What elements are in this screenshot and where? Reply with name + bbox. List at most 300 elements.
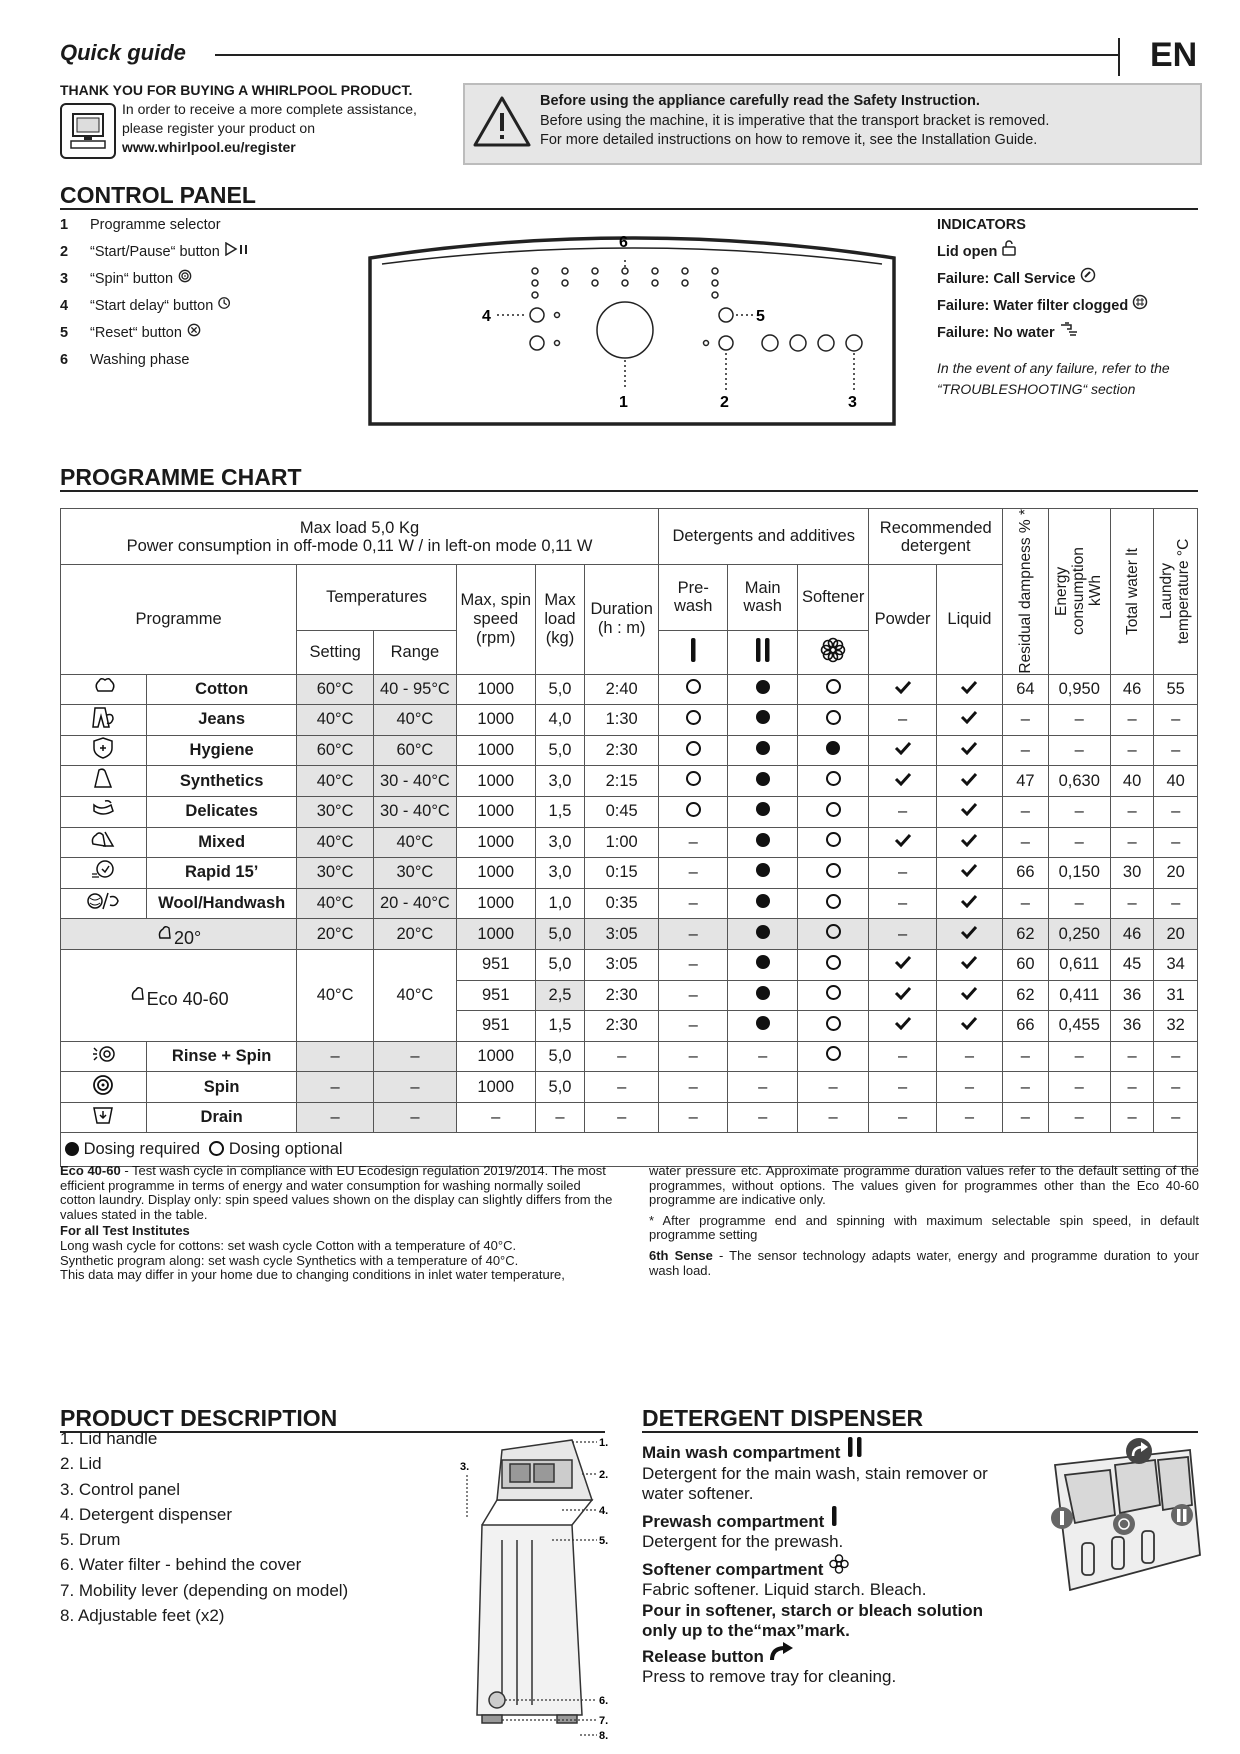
table-cell: 47 — [1003, 766, 1049, 797]
table-cell: 2:30 — [585, 1011, 659, 1042]
dosing-optional-icon — [826, 894, 841, 909]
table-cell — [936, 766, 1002, 797]
jeans-icon — [91, 705, 117, 729]
table-cell — [797, 858, 869, 889]
warning-icon — [472, 95, 532, 154]
table-cell: 0,411 — [1048, 980, 1110, 1011]
notes-left: Eco 40-60 - Test wash cycle in compliance with EU Ecodesign regulation 2019/2014. The most efficient programme in terms of energy and water consumption for washing normally soiled cotton laundry. Display only: spin speed values shown on the display can slightly differs from the values stated in the table. For all Test Institutes Long wash cycle for cottons: set wash cycle Cotton with a temperature of 40°C. Synthetic program along: set wash cycle Synthetics with a temperature of 40°C. This data may differ in your home due to changing conditions in inlet water temperature, — [60, 1163, 613, 1283]
table-cell: – — [1048, 1102, 1110, 1133]
table-cell — [659, 766, 728, 797]
dosing-optional-icon — [686, 802, 701, 817]
table-cell: – — [1110, 1072, 1154, 1103]
product-description-list — [60, 1426, 348, 1628]
table-cell — [797, 888, 869, 919]
table-cell: – — [728, 1102, 797, 1133]
legend-row — [61, 1133, 1198, 1167]
callout-8: 8. — [599, 1730, 609, 1742]
table-cell: – — [1110, 1102, 1154, 1133]
table-cell: – — [1003, 827, 1049, 858]
water-header: Total water lt — [1110, 509, 1154, 675]
programme-chart-heading: PROGRAMME CHART — [60, 464, 302, 490]
table-cell: – — [869, 1102, 936, 1133]
page-title: Quick guide — [60, 40, 186, 65]
dosing-optional-icon — [826, 924, 841, 939]
table-cell: – — [797, 1072, 869, 1103]
table-cell: 40°C — [373, 705, 456, 736]
table-cell: 62 — [1003, 919, 1049, 950]
product-description-heading: PRODUCT DESCRIPTION — [60, 1405, 338, 1431]
table-cell: 5,0 — [535, 674, 585, 705]
table-cell: 0,950 — [1048, 674, 1110, 705]
table-cell: 30 - 40°C — [373, 796, 456, 827]
programme-icon-cell — [61, 796, 147, 827]
table-cell — [869, 674, 936, 705]
table-cell — [797, 705, 869, 736]
table-cell: 40°C — [297, 949, 374, 1041]
programme-icon-cell — [61, 735, 147, 766]
table-cell — [936, 705, 1002, 736]
table-cell: – — [659, 888, 728, 919]
table-cell — [659, 796, 728, 827]
table-cell: 3,0 — [535, 766, 585, 797]
table-cell: – — [1003, 735, 1049, 766]
programme-name: Rapid 15’ — [147, 858, 297, 889]
check-icon — [894, 833, 912, 847]
table-cell: – — [659, 827, 728, 858]
reset-icon — [186, 323, 202, 337]
table-cell — [728, 796, 797, 827]
table-cell: 5,0 — [535, 919, 585, 950]
callout-3: 3. — [460, 1461, 470, 1473]
dosing-optional-icon — [686, 710, 701, 725]
table-cell: 1,5 — [535, 1011, 585, 1042]
programme-icon-cell — [61, 1041, 147, 1072]
table-cell — [797, 766, 869, 797]
callout-7: 7. — [599, 1715, 609, 1727]
table-cell — [728, 705, 797, 736]
table-cell — [659, 674, 728, 705]
table-cell: 36 — [1110, 980, 1154, 1011]
table-cell: 0,611 — [1048, 949, 1110, 980]
setting-header: Setting — [297, 630, 374, 674]
dosing-required-icon — [756, 986, 770, 1000]
table-cell: 31 — [1154, 980, 1198, 1011]
programme-icon-cell — [61, 705, 147, 736]
table-cell: – — [1003, 1072, 1049, 1103]
table-cell — [797, 980, 869, 1011]
register-link[interactable]: www.whirlpool.eu/register — [122, 139, 296, 155]
table-cell: – — [1154, 888, 1198, 919]
table-row — [61, 919, 1198, 950]
check-icon — [960, 772, 978, 786]
no-water-icon — [1059, 321, 1079, 337]
lid-open-icon — [1001, 240, 1017, 256]
start-pause-icon — [224, 242, 250, 256]
table-cell: 46 — [1110, 674, 1154, 705]
list-item: 6 Washing phase — [60, 352, 190, 368]
table-cell: – — [535, 1102, 585, 1133]
header-divider — [1118, 38, 1120, 76]
legend-required: Dosing required — [83, 1140, 201, 1159]
programme-icon-cell — [61, 827, 147, 858]
check-icon — [894, 772, 912, 786]
dosing-required-icon — [826, 741, 840, 755]
table-row — [61, 1041, 1198, 1072]
check-icon — [960, 741, 978, 755]
table-cell: – — [728, 1072, 797, 1103]
check-icon — [960, 802, 978, 816]
table-cell: – — [936, 1072, 1002, 1103]
table-cell: 30 - 40°C — [373, 766, 456, 797]
dosing-optional-icon — [826, 771, 841, 786]
programme-name: Cotton — [147, 674, 297, 705]
table-cell: 20 — [1154, 919, 1198, 950]
cotton-icon — [91, 675, 117, 699]
table-cell: 0,455 — [1048, 1011, 1110, 1042]
dosing-optional-icon — [686, 741, 701, 756]
table-cell: 0,630 — [1048, 766, 1110, 797]
table-cell — [936, 735, 1002, 766]
list-item: 5 “Reset“ button — [60, 320, 250, 347]
table-cell: 40°C — [297, 888, 374, 919]
table-row — [61, 766, 1198, 797]
table-cell: 1:00 — [585, 827, 659, 858]
table-cell: – — [797, 1102, 869, 1133]
check-icon — [894, 955, 912, 969]
table-cell: 1000 — [456, 796, 535, 827]
mixed-icon — [91, 828, 117, 852]
low-temp-icon — [156, 920, 174, 944]
table-cell: 66 — [1003, 858, 1049, 889]
thanks-title: THANK YOU FOR BUYING A WHIRLPOOL PRODUCT. — [60, 82, 413, 98]
callout-6: 6. — [599, 1695, 609, 1707]
table-row — [61, 1102, 1198, 1133]
drain-icon — [91, 1103, 117, 1127]
mainwash-header: Main wash — [728, 565, 797, 631]
table-cell: 60 — [1003, 949, 1049, 980]
table-cell: 45 — [1110, 949, 1154, 980]
programme-name: 20° — [61, 919, 297, 950]
table-cell — [797, 735, 869, 766]
eco-icon — [129, 981, 147, 1005]
table-cell — [936, 674, 1002, 705]
table-cell: – — [1048, 1072, 1110, 1103]
mainwash-symbol — [728, 630, 797, 674]
table-cell: 30 — [1110, 858, 1154, 889]
table-cell: – — [1048, 1041, 1110, 1072]
table-cell — [797, 1041, 869, 1072]
table-cell: – — [1048, 827, 1110, 858]
table-cell: 60°C — [297, 674, 374, 705]
table-cell — [797, 919, 869, 950]
dosing-required-icon — [756, 925, 770, 939]
table-cell — [797, 674, 869, 705]
indicator-item: Failure: Call Service — [937, 266, 1148, 293]
dosing-required-icon — [756, 741, 770, 755]
table-cell: 64 — [1003, 674, 1049, 705]
list-item: 7. Mobility lever (depending on model) — [60, 1580, 349, 1600]
callout-4: 4. — [599, 1505, 609, 1517]
table-cell — [728, 827, 797, 858]
table-cell — [936, 1011, 1002, 1042]
table-cell: – — [1048, 735, 1110, 766]
table-cell: 3:05 — [585, 919, 659, 950]
table-cell: – — [936, 1102, 1002, 1133]
energy-header: Energy consumption kWh — [1048, 509, 1110, 675]
table-cell: – — [297, 1102, 374, 1133]
table-cell: – — [585, 1041, 659, 1072]
table-row — [61, 705, 1198, 736]
laundry-temp-header: Laundry temperature °C — [1154, 509, 1198, 675]
check-icon — [960, 1016, 978, 1030]
check-icon — [960, 833, 978, 847]
table-cell: 3,0 — [535, 827, 585, 858]
dosing-optional-icon — [826, 863, 841, 878]
table-cell: 3,0 — [535, 858, 585, 889]
table-row — [61, 949, 1198, 980]
table-cell: – — [659, 1102, 728, 1133]
table-cell — [728, 735, 797, 766]
table-cell — [728, 1011, 797, 1042]
table-cell: 62 — [1003, 980, 1049, 1011]
table-cell: – — [659, 980, 728, 1011]
header-rule — [215, 54, 1120, 56]
table-cell: 1000 — [456, 1041, 535, 1072]
table-cell — [728, 919, 797, 950]
table-cell: – — [1003, 796, 1049, 827]
table-cell: 40 — [1154, 766, 1198, 797]
programme-name: Drain — [147, 1102, 297, 1133]
table-cell: – — [659, 949, 728, 980]
table-cell: – — [373, 1041, 456, 1072]
table-cell — [869, 827, 936, 858]
table-cell: – — [1003, 1041, 1049, 1072]
list-item: 2 “Start/Pause“ button — [60, 239, 250, 266]
check-icon — [960, 894, 978, 908]
programme-icon-cell — [61, 674, 147, 705]
dosing-optional-icon — [826, 802, 841, 817]
table-cell: 1,5 — [535, 796, 585, 827]
delicates-icon — [91, 797, 117, 821]
list-item: 2. Lid — [60, 1454, 102, 1474]
list-item: 8. Adjustable feet (x2) — [60, 1606, 225, 1626]
table-cell — [869, 766, 936, 797]
list-item: 4. Detergent dispenser — [60, 1504, 232, 1524]
table-cell: 1,0 — [535, 888, 585, 919]
table-cell: 1:30 — [585, 705, 659, 736]
programme-name: Synthetics — [147, 766, 297, 797]
table-cell: – — [1048, 705, 1110, 736]
table-cell: 2:30 — [585, 980, 659, 1011]
table-cell: – — [936, 1041, 1002, 1072]
table-cell: 0:45 — [585, 796, 659, 827]
table-cell: – — [869, 796, 936, 827]
spin-icon — [91, 1073, 117, 1097]
table-cell: 20°C — [373, 919, 456, 950]
powder-header: Powder — [869, 565, 936, 675]
dosing-required-icon — [756, 772, 770, 786]
table-cell: – — [1048, 796, 1110, 827]
table-cell — [728, 674, 797, 705]
dosing-optional-icon — [826, 1016, 841, 1031]
table-cell: 1000 — [456, 888, 535, 919]
programme-name: Eco 40-60 — [61, 949, 297, 1041]
table-cell: – — [297, 1072, 374, 1103]
dispenser-illustration — [1040, 1425, 1205, 1605]
table-cell: 2:30 — [585, 735, 659, 766]
programme-header: Programme — [61, 565, 297, 675]
table-cell: – — [1110, 1041, 1154, 1072]
table-cell: 46 — [1110, 919, 1154, 950]
diagram-label-5: 5 — [756, 308, 765, 325]
indicator-item: Failure: No water — [937, 320, 1148, 347]
list-item: 3 “Spin“ button — [60, 266, 250, 293]
programme-name: Mixed — [147, 827, 297, 858]
softener-symbol — [797, 630, 869, 674]
table-cell: – — [869, 919, 936, 950]
table-cell — [797, 1011, 869, 1042]
table-row — [61, 674, 1198, 705]
table-cell: 951 — [456, 949, 535, 980]
table-cell — [869, 735, 936, 766]
table-cell: – — [585, 1102, 659, 1133]
dosing-required-icon — [756, 710, 770, 724]
dosing-optional-icon — [826, 679, 841, 694]
programme-name: Hygiene — [147, 735, 297, 766]
table-cell: – — [869, 888, 936, 919]
indicators-list — [937, 212, 1148, 347]
table-cell — [797, 827, 869, 858]
table-cell: 20°C — [297, 919, 374, 950]
table-cell: – — [1048, 888, 1110, 919]
spin-icon — [177, 269, 193, 283]
table-cell — [936, 858, 1002, 889]
table-cell: – — [659, 1072, 728, 1103]
table-row — [61, 796, 1198, 827]
liquid-header: Liquid — [936, 565, 1002, 675]
spin-header: Max, spin speed (rpm) — [456, 565, 535, 675]
table-cell — [797, 949, 869, 980]
table-cell — [728, 980, 797, 1011]
delay-icon — [217, 296, 233, 310]
table-cell: 0:35 — [585, 888, 659, 919]
table-cell: – — [1110, 827, 1154, 858]
table-cell — [728, 888, 797, 919]
residual-header: Residual dampness % * — [1003, 509, 1049, 675]
softener-icon — [828, 1553, 850, 1575]
control-panel-list — [60, 212, 250, 374]
table-cell — [936, 827, 1002, 858]
washing-machine-illustration — [452, 1430, 622, 1750]
programme-name: Jeans — [147, 705, 297, 736]
table-cell: 40 — [1110, 766, 1154, 797]
callout-1: 1. — [599, 1437, 609, 1449]
table-cell: 32 — [1154, 1011, 1198, 1042]
table-cell: – — [1154, 1072, 1198, 1103]
table-cell: 4,0 — [535, 705, 585, 736]
table-cell — [936, 919, 1002, 950]
table-cell: – — [1154, 1041, 1198, 1072]
dosing-required-icon — [756, 894, 770, 908]
table-cell: 1000 — [456, 827, 535, 858]
table-row — [61, 888, 1198, 919]
list-item: 1. Lid handle — [60, 1429, 158, 1448]
legend-optional: Dosing optional — [228, 1140, 343, 1159]
table-cell: 2,5 — [535, 980, 585, 1011]
table-cell: 34 — [1154, 949, 1198, 980]
table-cell: – — [869, 705, 936, 736]
table-row — [61, 1072, 1198, 1103]
recommended-header: Recommended detergent — [869, 509, 1003, 565]
table-cell: 1000 — [456, 1072, 535, 1103]
table-cell — [797, 796, 869, 827]
prewash-symbol — [659, 630, 728, 674]
table-cell: 2:15 — [585, 766, 659, 797]
rapid-icon — [91, 858, 117, 882]
dosing-optional-icon — [826, 985, 841, 1000]
list-item: 3. Control panel — [60, 1479, 181, 1499]
dosing-required-icon — [756, 955, 770, 969]
table-cell: 2:40 — [585, 674, 659, 705]
dosing-optional-icon — [826, 1046, 841, 1061]
control-panel-heading: CONTROL PANEL — [60, 182, 256, 208]
load-header: Max load (kg) — [535, 565, 585, 675]
table-cell: – — [1110, 888, 1154, 919]
table-cell: – — [297, 1041, 374, 1072]
programme-icon-cell — [61, 766, 147, 797]
dosing-optional-icon — [686, 771, 701, 786]
synthetics-icon — [91, 767, 117, 791]
list-item: 4 “Start delay“ button — [60, 293, 250, 320]
dosing-required-icon — [756, 863, 770, 877]
table-cell: 55 — [1154, 674, 1198, 705]
check-icon — [960, 863, 978, 877]
table-cell: 0,250 — [1048, 919, 1110, 950]
table-cell: 40 - 95°C — [373, 674, 456, 705]
language-code: EN — [1150, 36, 1198, 74]
diagram-label-6: 6 — [619, 234, 628, 251]
dosing-optional-icon — [826, 832, 841, 847]
callout-2: 2. — [599, 1469, 609, 1481]
table-cell — [659, 735, 728, 766]
prewash-icon — [829, 1505, 839, 1527]
table-cell: 30°C — [373, 858, 456, 889]
table-cell: 30°C — [297, 796, 374, 827]
table-cell: 40°C — [297, 705, 374, 736]
check-icon — [960, 955, 978, 969]
table-cell — [869, 949, 936, 980]
dispenser-text: Main wash compartment Detergent for the main wash, stain remover or water softener. Prewash compartment Detergent for the prewash. Softener compartment Fabric softener. Liquid starch. Bleach. Pour in softener, starch or bleach solution only up to the“max”mark. Release button Press to remove tray for cleaning. — [642, 1436, 1012, 1688]
rinse-spin-icon — [91, 1042, 117, 1066]
table-cell: 951 — [456, 1011, 535, 1042]
check-icon — [960, 710, 978, 724]
check-icon — [894, 680, 912, 694]
table-cell: 0,150 — [1048, 858, 1110, 889]
table-cell: 1000 — [456, 919, 535, 950]
table-cell — [869, 1011, 936, 1042]
table-cell: 951 — [456, 980, 535, 1011]
detergent-dispenser-heading: DETERGENT DISPENSER — [642, 1405, 924, 1431]
programme-icon-cell — [61, 1102, 147, 1133]
table-cell: – — [456, 1102, 535, 1133]
indicators-title: INDICATORS — [937, 217, 1026, 233]
table-cell: 1000 — [456, 705, 535, 736]
programme-table — [60, 508, 1198, 1167]
table-cell: 40°C — [297, 766, 374, 797]
table-cell — [728, 949, 797, 980]
programme-name: Wool/Handwash — [147, 888, 297, 919]
table-cell: – — [1003, 705, 1049, 736]
